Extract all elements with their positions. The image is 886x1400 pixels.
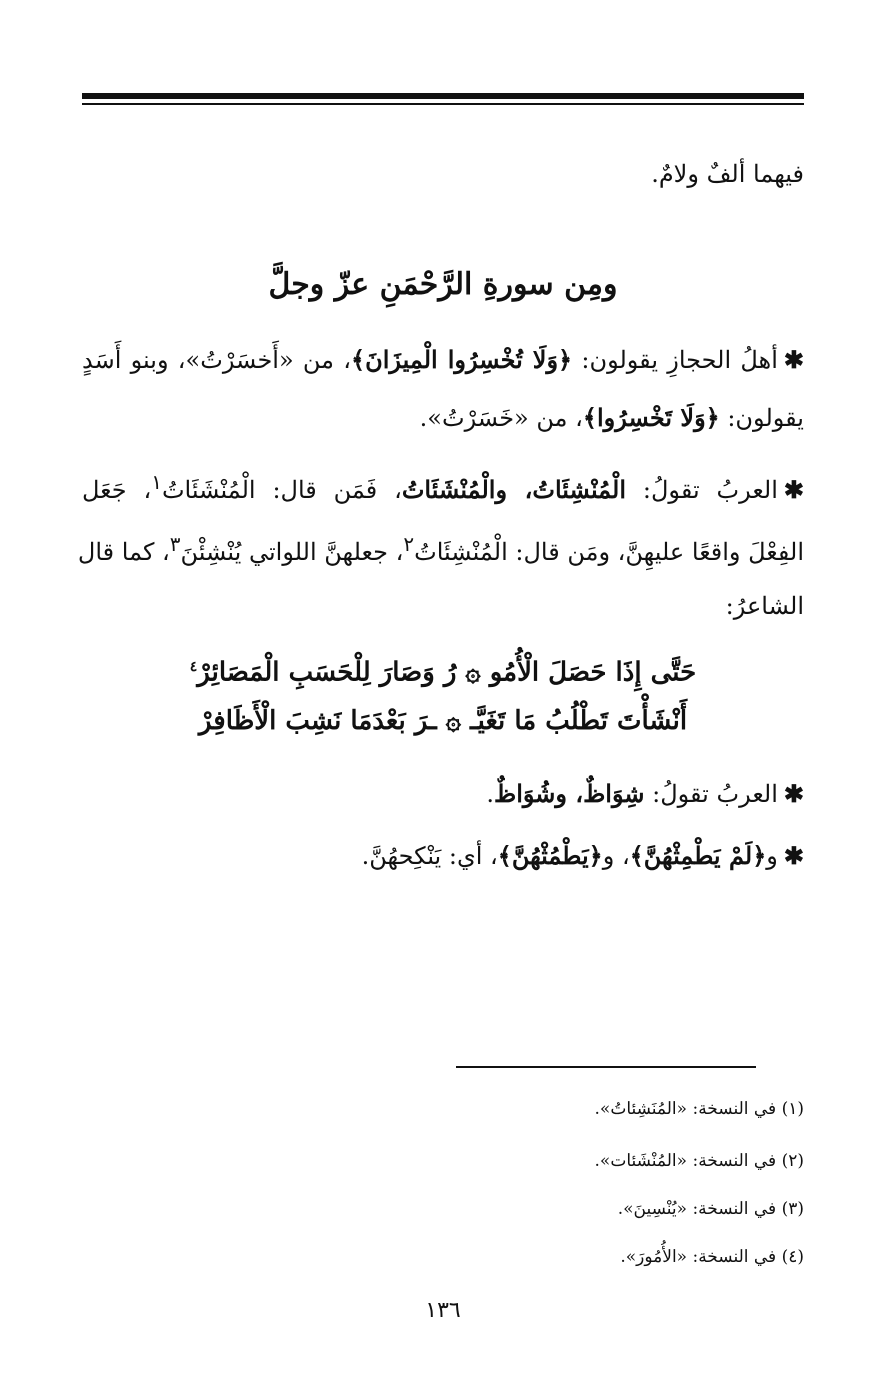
opening-line: فيهما ألفٌ ولامٌ. [651, 160, 804, 188]
quran-quote: ﴿وَلَا تُخْسِرُوا الْمِيزَانَ﴾ [351, 345, 573, 374]
footnote-separator [456, 1066, 756, 1068]
paragraph-1-line-2 [82, 400, 804, 436]
page-number: ١٣٦ [425, 1298, 461, 1323]
quran-quote: ﴿وَلَا تَخْسِرُوا﴾ [582, 403, 720, 432]
bullet-star-icon: ✱ [783, 841, 804, 870]
footnote-1: (١) في النسخة: «المُنَشِئاتُ». [594, 1099, 804, 1119]
text-run: و [766, 842, 778, 870]
paragraph-3 [164, 776, 804, 812]
poem-verse-1 [82, 648, 804, 692]
paragraph-1-line-1 [82, 342, 804, 378]
footnote-ref-3[interactable]: ٣ [169, 532, 181, 556]
footnote-ref-4[interactable]: ٤ [189, 659, 198, 675]
text-run: يقولون: [719, 404, 804, 432]
section-title: ومِن سورةِ الرَّحْمَنِ عزّ وجلَّ [268, 267, 618, 302]
paragraph-4 [164, 838, 804, 874]
footnote-2: (٢) في النسخة: «المُنْشَئات». [594, 1151, 804, 1171]
footnote-ref-2[interactable]: ٢ [403, 532, 415, 556]
bold-term: شِوَاظٌ، وشُوَاظٌ [494, 779, 645, 808]
text-run: ، من «خَسَرْتُ». [419, 404, 583, 432]
paragraph-2-line-2 [77, 526, 804, 570]
text-run: ، كما قال [77, 538, 170, 566]
text-run: ، أي: يَنْكِحهُنَّ. [361, 842, 498, 870]
quran-quote: ﴿لَمْ يَطْمِثْهُنَّ﴾ [629, 841, 767, 870]
text-run: ، من «أَخسَرْتُ»، وبنو أَسَدٍ [82, 346, 352, 374]
bold-term: الْمُنْشِئَاتُ، والْمُنْشَئَاتُ [401, 475, 627, 504]
header-rule-thin [82, 103, 804, 105]
bullet-star-icon: ✱ [783, 345, 804, 374]
footnote-4: (٤) في النسخة: «الأُمُورَ». [620, 1247, 804, 1267]
text-run: أهلُ الحجازِ يقولون: [572, 346, 778, 374]
text-run: ، جَعَل [82, 476, 152, 504]
text-run: ، فَمَن قال: الْمُنْشَئَاتُ [161, 476, 402, 504]
footnote-ref-1[interactable]: ١ [151, 470, 162, 494]
verse-text: حَتَّى إِذَا حَصَلَ الْأُمُو ۞ رُ وَصَارَ لِلْحَسَبِ الْمَصَائِرْ [197, 657, 697, 688]
text-run: العربُ تقولُ: [626, 476, 778, 504]
paragraph-2-line-1 [82, 464, 804, 508]
poem-verse-2: أَنْشَأْتَ تَطْلُبُ مَا تَغَيَّـ ۞ ـرَ بَعْدَمَا نَشِبَ الْأَظَافِرْ [198, 706, 688, 736]
footnote-3: (٣) في النسخة: «يُنْسِينَ». [617, 1199, 804, 1219]
bullet-star-icon: ✱ [783, 779, 804, 808]
bullet-star-icon: ✱ [783, 475, 804, 504]
text-run: ، جعلهنَّ اللواتي يُنْشِئْنَ [180, 538, 404, 566]
text-run: الفِعْلَ واقعًا عليهِنَّ، ومَن قال: الْمُنْشِئَاتُ [414, 538, 804, 566]
paragraph-2-line-3: الشاعرُ: [725, 592, 804, 620]
header-rule-thick [82, 93, 804, 99]
text-run: . [486, 780, 495, 808]
text-run: العربُ تقولُ: [644, 780, 778, 808]
quran-quote: ﴿يَطْمُثْهُنَّ﴾ [497, 841, 603, 870]
text-run: ، و [602, 842, 630, 870]
